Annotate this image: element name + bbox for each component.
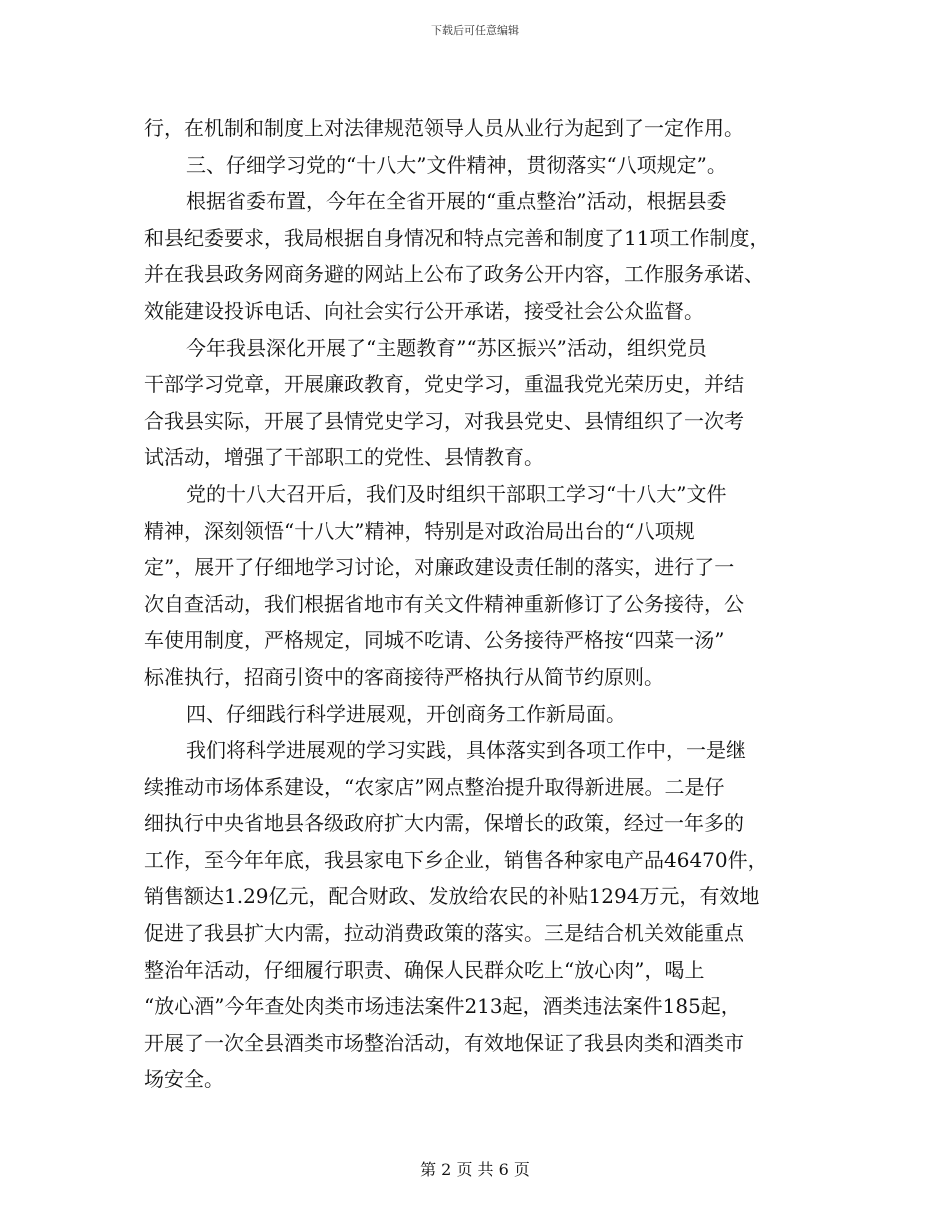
text-line: 合我县实际，开展了县情党史学习，对我县党史、县情组织了一次考 [144,408,744,433]
text-line: 并在我县政务网商务避的网站上公布了政务公开内容，工作服务承诺、 [144,262,764,287]
page-header: 下载后可任意编辑 [431,24,519,37]
text-line: 细执行中央省地县各级政府扩大内需，保增长的政策，经过一年多的 [144,811,744,836]
text-line: 车使用制度，严格规定，同城不吃请、公务接待严格按“四菜一汤” [144,628,725,653]
text-line: 精神，深刻领悟“十八大”精神，特别是对政治局出台的“八项规 [144,518,695,543]
text-line: 定”，展开了仔细地学习讨论，对廉政建设责任制的落实，进行了一 [144,555,735,580]
text-line: 销售额达1.29亿元，配合财政、发放给农民的补贴1294万元，有效地 [144,884,760,909]
text-line: “放心酒”今年查处肉类市场违法案件213起，酒类违法案件185起， [144,994,741,1019]
page-footer: 第 2 页 共 6 页 [420,1160,530,1179]
text-line: 干部学习党章，开展廉政教育，党史学习，重温我党光荣历史，并结 [144,372,744,397]
text-line: 四、仔细践行科学进展观，开创商务工作新局面。 [186,701,626,726]
text-line: 整治年活动，仔细履行职责、确保人民群众吃上“放心肉”，喝上 [144,957,705,982]
text-line: 根据省委布置，今年在全省开展的“重点整治”活动，根据县委 [186,189,727,214]
text-line: 今年我县深化开展了“主题教育”“苏区振兴”活动，组织党员 [186,335,707,360]
text-line: 效能建设投诉电话、向社会实行公开承诺，接受社会公众监督。 [144,298,704,323]
text-line: 三、仔细学习党的“十八大”文件精神，贯彻落实“八项规定”。 [186,152,727,177]
text-line: 党的十八大召开后，我们及时组织干部职工学习“十八大”文件 [186,481,727,506]
text-line: 行，在机制和制度上对法律规范领导人员从业行为起到了一定作用。 [144,116,744,140]
document-body [144,110,810,1098]
text-line: 工作，至今年年底，我县家电下乡企业，销售各种家电产品46470件， [144,847,768,872]
text-line: 和县纪委要求，我局根据自身情况和特点完善和制度了11项工作制度， [144,225,770,250]
text-line: 标准执行，招商引资中的客商接待严格执行从简节约原则。 [144,664,664,689]
text-line: 试活动，增强了干部职工的党性、县情教育。 [144,445,544,470]
text-line: 次自查活动，我们根据省地市有关文件精神重新修订了公务接待，公 [144,591,744,616]
text-line: 促进了我县扩大内需，拉动消费政策的落实。三是结合机关效能重点 [144,921,744,946]
text-line: 我们将科学进展观的学习实践，具体落实到各项工作中，一是继 [186,738,746,763]
text-line: 场安全。 [144,1067,224,1092]
text-line: 开展了一次全县酒类市场整治活动，有效地保证了我县肉类和酒类市 [144,1030,744,1055]
text-line: 续推动市场体系建设，“农家店”网点整治提升取得新进展。二是仔 [144,774,725,799]
